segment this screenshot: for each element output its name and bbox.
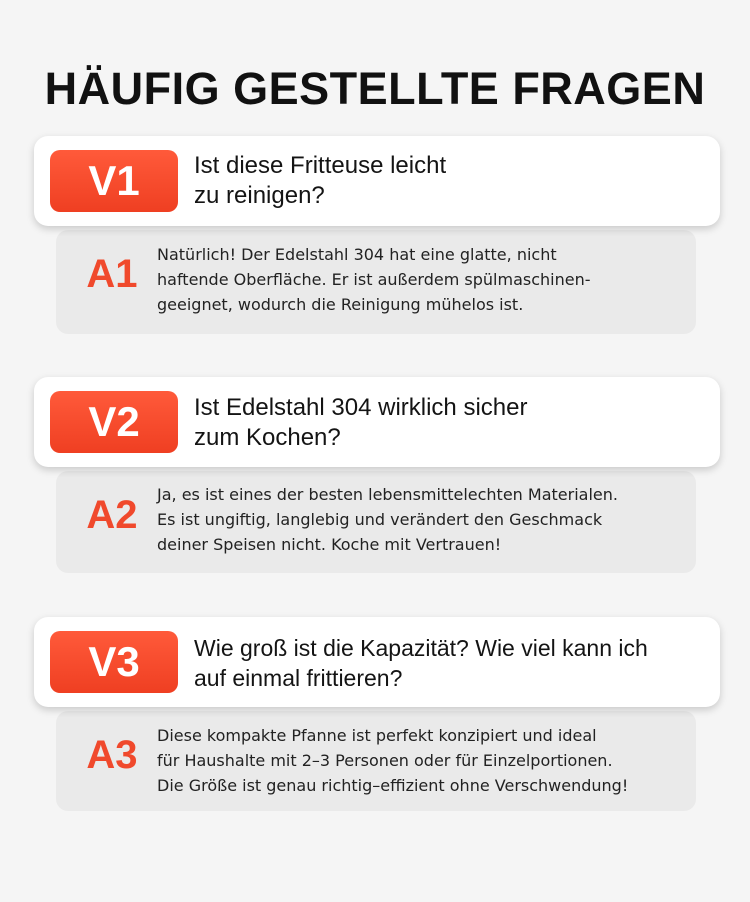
answer-card xyxy=(56,711,696,811)
question-card xyxy=(34,136,720,226)
page-title: HÄUFIG GESTELLTE FRAGEN xyxy=(44,63,706,114)
question-text: Ist Edelstahl 304 wirklich sicher zum Kochen? xyxy=(194,394,528,451)
answer-text: Natürlich! Der Edelstahl 304 hat eine glatte, nicht haftende Oberfläche. Er ist außerdem spülmaschinen- geeignet, wodurch die Reinigung mühelos ist. xyxy=(157,245,591,314)
answer-card xyxy=(56,471,696,573)
faq-item-3 xyxy=(0,617,750,817)
faq-item-2 xyxy=(0,377,750,577)
answer-text: Ja, es ist eines der besten lebensmittelechten Materialen. Es ist ungiftig, langlebig und verändert den Geschmack deiner Speisen nicht. Koche mit Vertrauen! xyxy=(157,485,618,554)
question-card xyxy=(34,377,720,467)
answer-badge: A1 xyxy=(86,252,138,296)
question-text: Ist diese Fritteuse leicht zu reinigen? xyxy=(194,152,447,209)
question-badge: V3 xyxy=(50,631,178,693)
question-text: Wie groß ist die Kapazität? Wie viel kann ich auf einmal frittieren? xyxy=(194,635,648,691)
question-badge: V1 xyxy=(50,150,178,212)
answer-text: Diese kompakte Pfanne ist perfekt konzipiert und ideal für Haushalte mit 2–3 Personen oder für Einzelportionen. Die Größe ist genau richtig–effizient ohne Verschwendung! xyxy=(157,726,629,795)
question-badge: V2 xyxy=(50,391,178,453)
faq-item-1 xyxy=(0,136,750,336)
answer-badge: A2 xyxy=(86,493,138,537)
answer-card xyxy=(56,230,696,334)
question-card xyxy=(34,617,720,707)
answer-badge: A3 xyxy=(86,733,138,777)
